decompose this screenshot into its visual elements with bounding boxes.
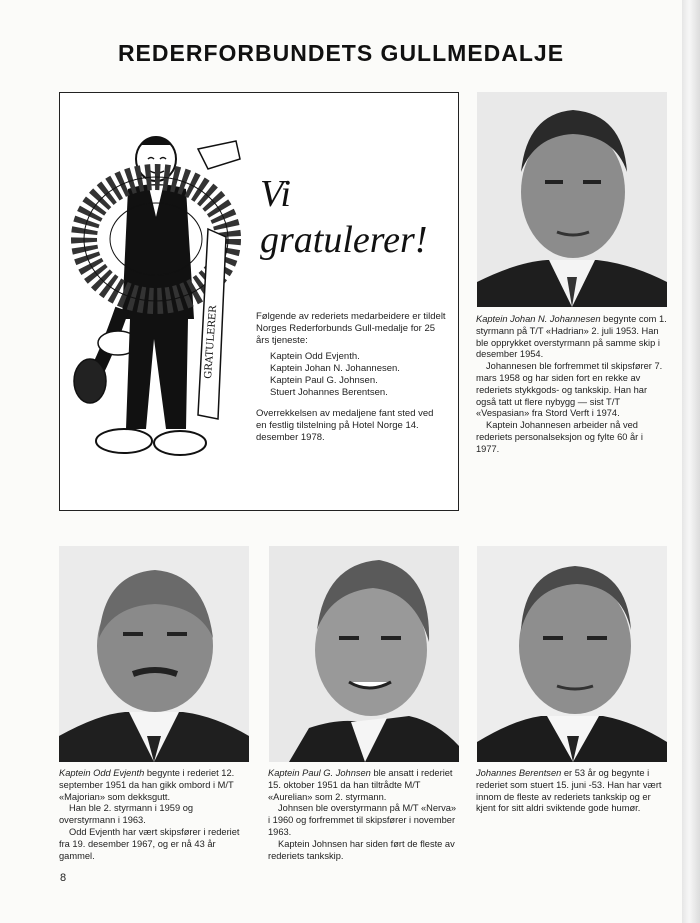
caption-text: er 53 år og begynte i rederiet som stuert 15. juni -53. Han har vært innom de fleste av rederiets tankskip og er kjent for sitt aldri sviktende gode humør. [476,768,662,814]
recipient-name: Stuert Johannes Berentsen. [270,387,388,398]
caption-johnsen [268,768,460,862]
caption-text: begynte i rederiet 12. september 1951 da han gikk ombord i M/T «Majorian» som dekksgutt. [59,768,235,802]
recipient-list [270,351,450,399]
caption-text: begynte com 1. styrmann på T/T «Hadrian» 2. juli 1953. Han ble opprykket overstyrmann på samme skip i desember 1954. [476,314,667,360]
caption-text: Kaptein Johnsen har siden ført de fleste av rederiets tankskip. [268,838,455,861]
caption-evjenth [59,768,251,862]
congratulation-heading [260,171,427,263]
intro-text: Følgende av rederiets medarbeidere er tildelt Norges Rederforbunds Gull-medalje for 25 års tjeneste: [256,311,446,346]
caption-johannesen [476,314,668,456]
congratulation-box [59,92,459,511]
caption-name: Kaptein Johan N. Johannesen [476,314,601,324]
caption-name: Kaptein Paul G. Johnsen [268,768,371,778]
page-title: REDERFORBUNDETS GULLMEDALJE [117,40,565,66]
caption-name: Kaptein Odd Evjenth [59,768,145,778]
portrait-johannesen [477,92,667,307]
caption-text: Han ble 2. styrmann i 1959 og overstyrmann i 1963. [59,803,194,826]
ribbon-text: GRATULERER [203,305,220,380]
recipient-name: Kaptein Odd Evjenth. [270,351,360,362]
recipient-name: Kaptein Paul G. Johnsen. [270,375,378,386]
caption-text: Kaptein Johannesen arbeider nå ved rederiets personalseksjon og fylte 60 år i 1977. [476,420,643,454]
caption-berentsen [476,768,668,815]
caption-text: Odd Evjenth har vært skipsfører i rederiet fra 19. desember 1967, og er nå 43 år gammel. [59,826,240,861]
caption-text: ble ansatt i rederiet 15. oktober 1951 da han tiltrådte M/T «Aurelian» som 2. styrmann. [268,768,453,802]
heading-line-2: gratulerer! [260,219,428,261]
portrait-johnsen [269,546,459,762]
page-binding-edge [682,0,700,923]
heading-line-1: Vi [260,173,291,215]
caption-text: Johnsen ble overstyrmann på M/T «Nerva» i 1960 og forfremmet til skipsfører i november 1963. [268,803,457,837]
caption-name: Johannes Berentsen [476,768,562,778]
page-number: 8 [60,872,67,884]
ceremony-text: Overrekkelsen av medaljene fant sted ved en festlig tilstelning på Hotel Norge 14. desember 1978. [256,408,434,443]
portrait-evjenth [59,546,249,762]
caption-text: Johannesen ble forfremmet til skipsfører 7. mars 1958 og har siden fort en rekke av rederiets stykkgods- og tankskip. Han har også tatt ut flere nybygg — sist T/T «Vespasian» fra Stord Verft i 1974. [476,361,663,419]
cartoon-illustration [68,119,248,479]
recipient-name: Kaptein Johan N. Johannesen. [270,363,400,374]
portrait-berentsen [477,546,667,762]
